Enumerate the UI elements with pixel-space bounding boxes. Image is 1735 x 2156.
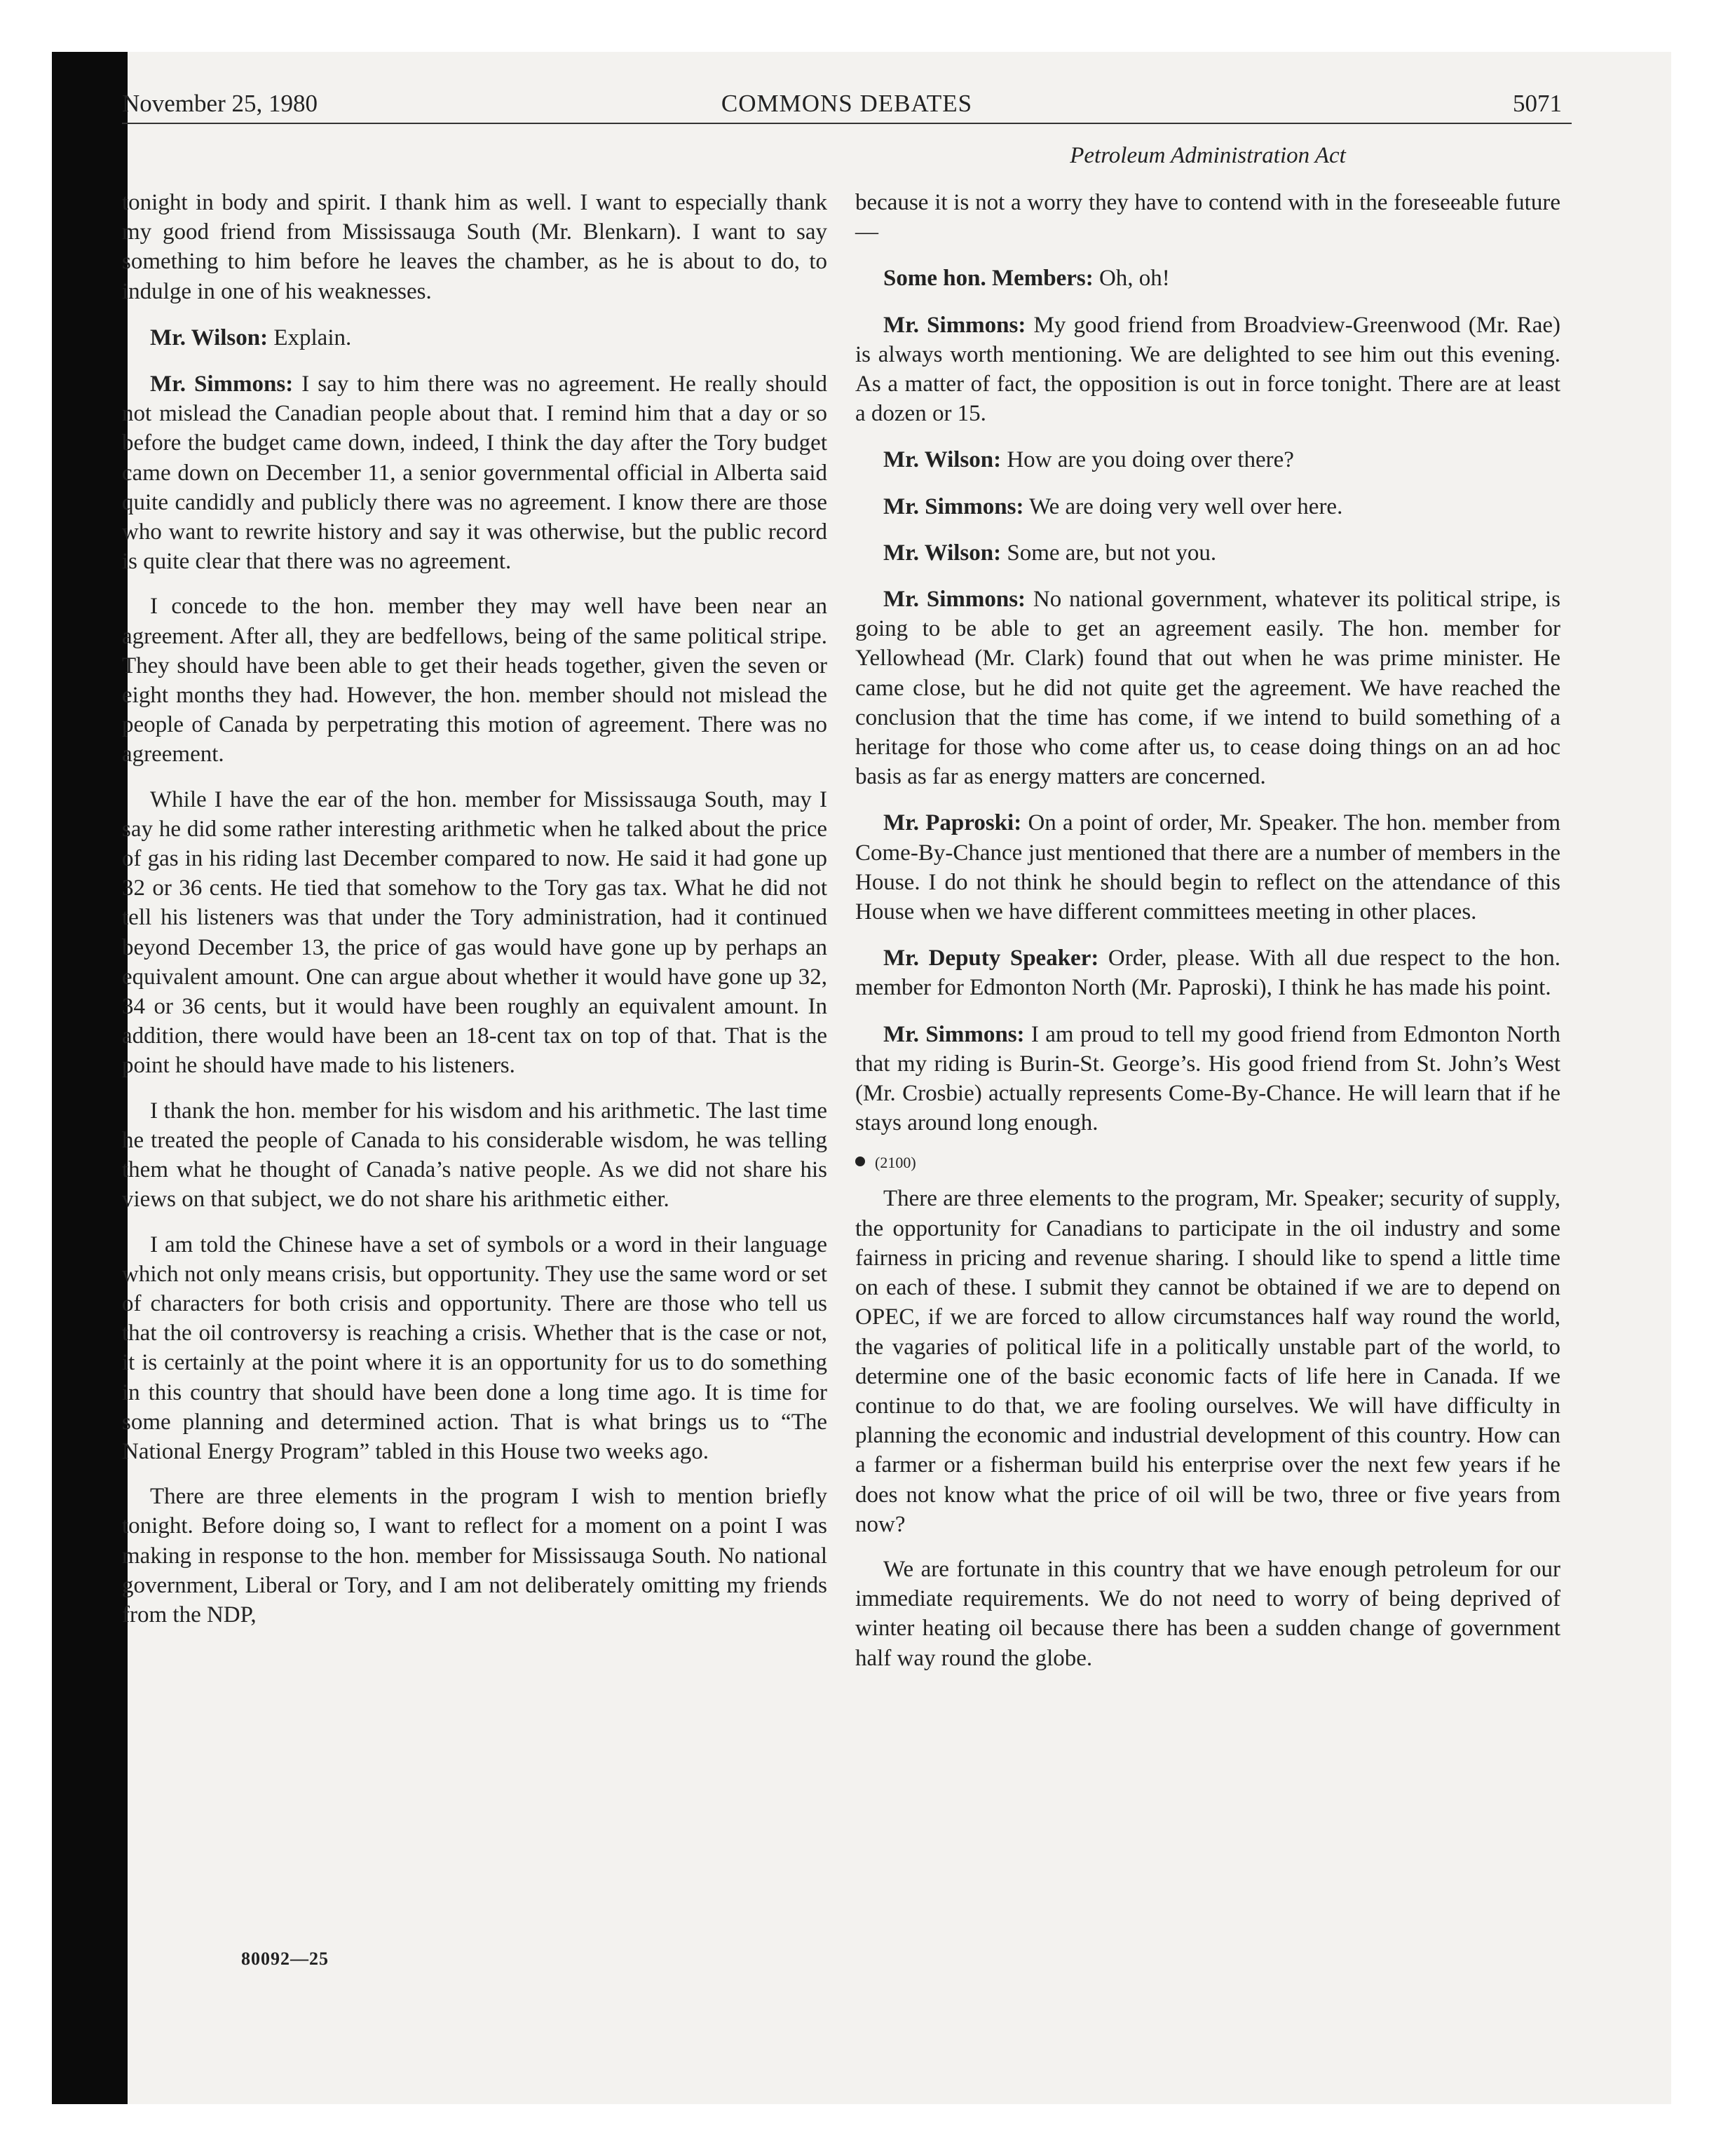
paragraph xyxy=(122,1096,827,1215)
paragraph-text: tonight in body and spirit. I thank him as well. I want to especially thank my good friend from Mississauga South (Mr. Blenkarn). I want to say something to him before he leaves the chamber, as he is about to do, to indulge in one of his weaknesses. xyxy=(122,190,827,304)
speech-text: Some are, but not you. xyxy=(1001,540,1217,566)
running-head: Petroleum Administration Act xyxy=(1070,143,1346,168)
speaker-name: Mr. Wilson: xyxy=(883,540,1002,566)
speech xyxy=(855,492,1560,521)
speech-text: Explain. xyxy=(268,325,352,350)
header-page-number: 5071 xyxy=(1513,90,1562,117)
paragraph xyxy=(122,1482,827,1630)
speech-text: How are you doing over there? xyxy=(1001,447,1294,473)
speech-text: I am proud to tell my good friend from Edmonton North that my riding is Burin-St. George’s. His good friend from St. John’s West (Mr. Crosbie) actually represents Come-By-Chance. He will learn that if he stays around long enough. xyxy=(855,1021,1560,1136)
speaker-name: Mr. Simmons: xyxy=(883,312,1026,338)
book-spine-shadow xyxy=(52,52,128,2104)
speech xyxy=(855,264,1560,293)
header-rule xyxy=(122,123,1572,124)
paragraph-text: We are fortunate in this country that we have enough petroleum for our immediate requirements. We do not need to worry of being deprived of winter heating oil because there has been a sudden change of government half way round the globe. xyxy=(855,1556,1560,1671)
paragraph xyxy=(855,1555,1560,1673)
speaker-name: Mr. Simmons: xyxy=(883,1021,1025,1047)
speaker-name: Mr. Deputy Speaker: xyxy=(883,946,1099,971)
paragraph-text: There are three elements to the program, Mr. Speaker; security of supply, the opportunity for Canadians to participate in the oil industry and some fairness in pricing and revenue sharing. I should like to spend a little time on each of these. I submit they cannot be obtained if we are to depend on OPEC, if we are forced to allow circumstances half way round the world, the vagaries of political life in a politically unstable part of the world, to determine one of the basic economic facts of life here in Canada. If we continue to do that, we are fooling ourselves. We will have difficulty in planning the economic and industrial development of this country. How can a farmer or a fisherman build his enterprise over the next few years if he does not know what the price of oil will be two, three or five years from now? xyxy=(855,1186,1560,1537)
paragraph xyxy=(122,1230,827,1467)
time-marker xyxy=(855,1152,1560,1174)
paragraph-text: There are three elements in the program I wish to mention briefly tonight. Before doing so, I want to reflect for a moment on a point I was making in response to the hon. member for Mississauga South. No national government, Liberal or Tory, and I am not deliberately omitting my friends from the NDP, xyxy=(122,1484,827,1628)
speech-text: We are doing very well over here. xyxy=(1023,493,1343,519)
speech-text: Oh, oh! xyxy=(1093,266,1170,292)
footer-print-code: 80092—25 xyxy=(241,1949,329,1969)
paragraph-text: I concede to the hon. member they may well have been near an agreement. After all, they are bedfellows, being of the same political stripe. They should have been able to get their heads together, given the seven or eight months they had. However, the hon. member should not mislead the people of Canada by perpetrating this motion of agreement. There was no agreement. xyxy=(122,594,827,767)
speaker-name: Mr. Simmons: xyxy=(883,493,1024,519)
speech-text: My good friend from Broadview-Greenwood (Mr. Rae) is always worth mentioning. We are delighted to see him out this evening. As a matter of fact, the opposition is out in force tonight. There are at least a dozen or 15. xyxy=(855,312,1560,427)
speaker-name: Mr. Simmons: xyxy=(883,587,1026,613)
speech xyxy=(855,311,1560,429)
bullet-icon xyxy=(855,1157,865,1166)
paragraph xyxy=(122,188,827,306)
paragraph-text: because it is not a worry they have to contend with in the foreseeable future— xyxy=(855,190,1560,245)
left-column xyxy=(122,188,827,1630)
time-marker-text: (2100) xyxy=(875,1154,916,1172)
paragraph xyxy=(855,1184,1560,1538)
speech xyxy=(855,808,1560,927)
paragraph-text: While I have the ear of the hon. member for Mississauga South, may I say he did some rather interesting arithmetic when he talked about the price of gas in his riding last December compared to now. He said it had gone up 32 or 36 cents. He tied that somehow to the Tory gas tax. What he did not tell his listeners was that under the Tory administration, had it continued beyond December 13, the price of gas would have gone up by perhaps an equivalent amount. One can argue about whether it would have gone up 32, 34 or 36 cents, but it would have been roughly an equivalent amount. In addition, there would have been an 18-cent tax on top of that. That is the point he should have made to his listeners. xyxy=(122,786,827,1079)
speech xyxy=(855,943,1560,1002)
paragraph xyxy=(122,592,827,769)
speech xyxy=(855,585,1560,791)
speech-text: No national government, whatever its political stripe, is going to be able to get an agreement easily. The hon. member for Yellowhead (Mr. Clark) found that out when he was prime minister. He came close, but he did not quite get the agreement. We have reached the conclusion that the time has come, if we intend to build something of a heritage for those who come after us, to cease doing things on an ad hoc basis as far as energy matters are concerned. xyxy=(855,587,1560,790)
speech-text: I say to him there was no agreement. He really should not mislead the Canadian people about that. I remind him that a day or so before the budget came down, indeed, I think the day after the Tory budget came down on December 11, a senior governmental official in Alberta said quite candidly and publicly there was no agreement. I know there are those who want to rewrite history and say it was otherwise, but the public record is quite clear that there was no agreement. xyxy=(122,371,828,575)
speech xyxy=(122,369,827,576)
speaker-name: Mr. Wilson: xyxy=(150,325,268,350)
right-column xyxy=(855,188,1560,1673)
speaker-name: Mr. Paproski: xyxy=(883,810,1022,836)
speech xyxy=(855,1020,1560,1138)
speaker-name: Mr. Simmons: xyxy=(150,371,294,397)
paragraph-text: I thank the hon. member for his wisdom and his arithmetic. The last time he treated the people of Canada to his considerable wisdom, he was telling them what he thought of Canada’s native people. As we did not share his views on that subject, we do not share his arithmetic either. xyxy=(122,1098,827,1213)
speech xyxy=(855,538,1560,568)
speech xyxy=(855,445,1560,475)
speech xyxy=(122,323,827,353)
header-title: COMMONS DEBATES xyxy=(721,90,973,117)
header-date: November 25, 1980 xyxy=(122,90,318,117)
speech-text: Order, please. With all due respect to the hon. member for Edmonton North (Mr. Paproski), I think he has made his point. xyxy=(855,946,1560,1001)
paragraph-text: I am told the Chinese have a set of symbols or a word in their language which not only means crisis, but opportunity. They use the same word or set of characters for both crisis and opportunity. There are those who tell us that the oil controversy is reaching a crisis. Whether that is the case or not, it is certainly at the point where it is an opportunity for us to do something in this country that should have been done a long time ago. It is time for some planning and determined action. That is what brings us to “The National Energy Program” tabled in this House two weeks ago. xyxy=(122,1231,827,1464)
page-header xyxy=(122,90,1572,121)
paragraph xyxy=(122,785,827,1081)
speaker-name: Some hon. Members: xyxy=(883,266,1094,292)
speaker-name: Mr. Wilson: xyxy=(883,447,1002,473)
speech-text: On a point of order, Mr. Speaker. The hon. member from Come-By-Chance just mentioned that there are a number of members in the House. I do not think he should begin to reflect on the attendance of this House when we have different committees meeting in other places. xyxy=(855,810,1560,925)
paragraph xyxy=(855,188,1560,247)
